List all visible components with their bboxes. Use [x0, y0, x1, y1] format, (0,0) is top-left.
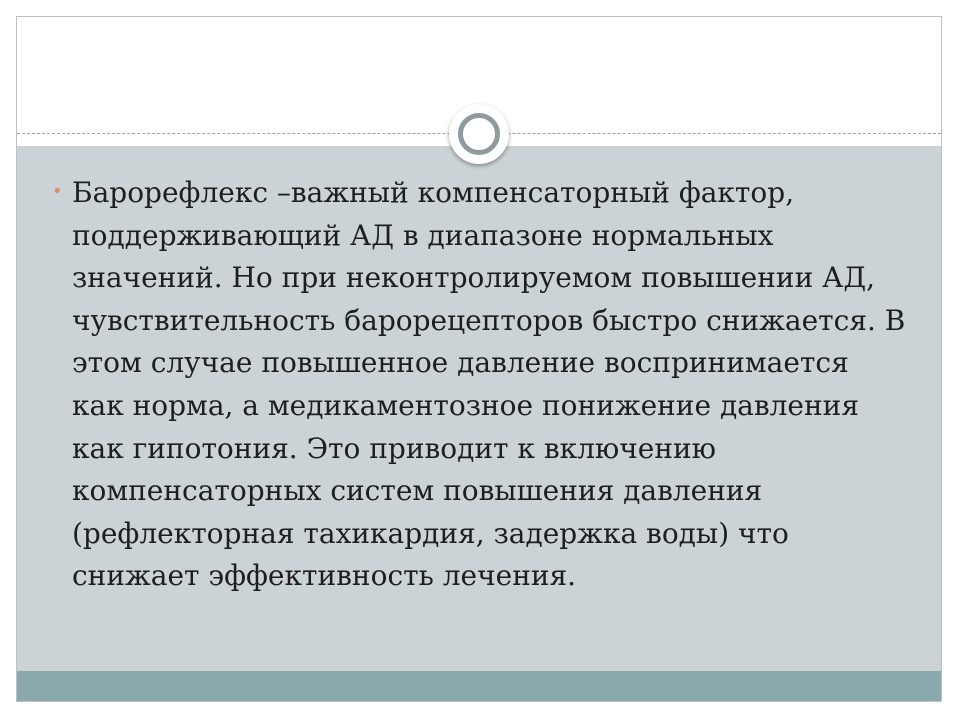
bullet-dot-icon: • — [52, 181, 63, 202]
circle-ring-inner — [458, 113, 500, 155]
circle-ring-icon — [449, 104, 509, 164]
footer-band — [17, 671, 941, 701]
slide-body-text: Барорефлекс –важный компенсаторный фактор, поддерживающий АД в диапазоне нормальных значений. Но при неконтролируемом повышении АД, чувствительность барорецепторов быстро снижается. В этом случае повышенное давление воспринимается как норма, а медикаментозное понижение давления как гипотония. Это приводит к включению компенсаторных систем повышения давления (рефлекторная тахикардия, задержка воды) что снижает эффективность лечения. — [72, 176, 906, 593]
